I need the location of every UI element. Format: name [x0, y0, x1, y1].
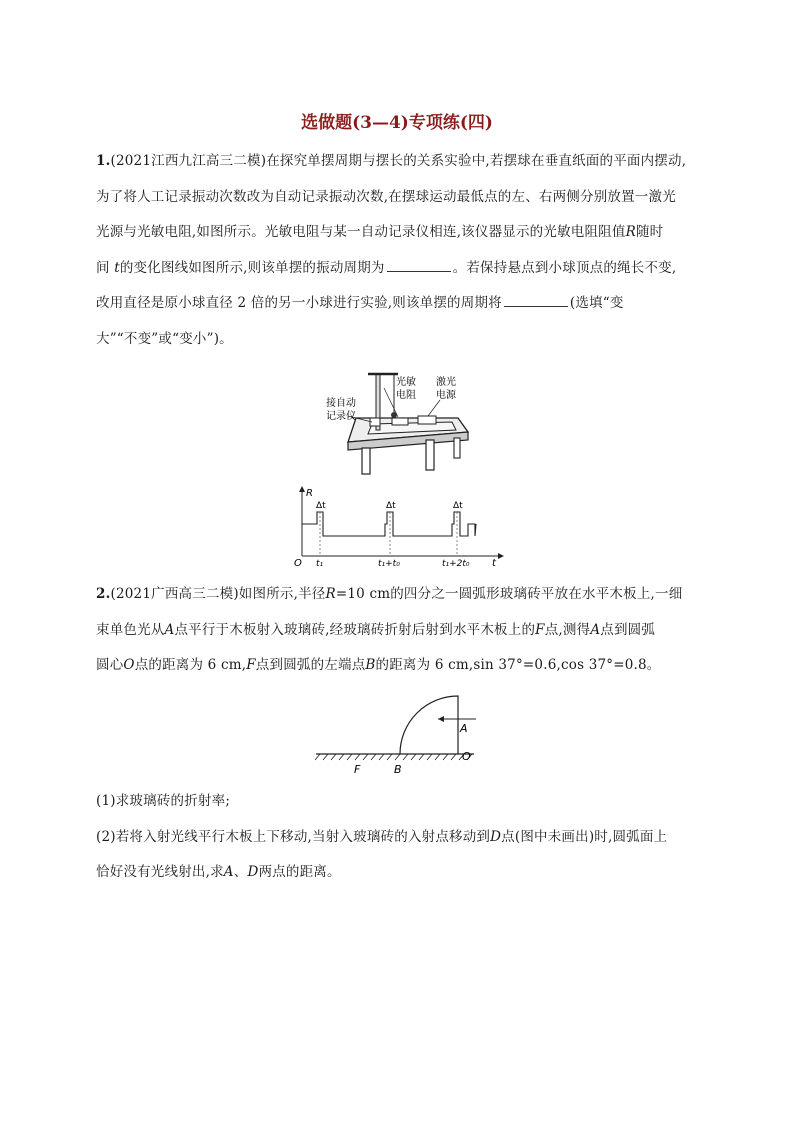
q1-line-6: 大”“不变”或“变小”)。 — [96, 330, 233, 347]
q1-line-4 — [96, 251, 696, 287]
q2-text: 如图所示,半径 — [238, 586, 326, 602]
graph-tick-1: t₁ — [316, 559, 324, 568]
q2-text: 恰好没有光线射出,求 — [96, 864, 224, 880]
q2-text: 点,测得 — [544, 621, 591, 638]
graph-tick-3: t₁+2t₀ — [442, 559, 470, 568]
point-A-label: A — [460, 722, 468, 735]
answer-blank-2[interactable] — [504, 294, 568, 307]
label-laser-line2: 电源 — [436, 390, 456, 401]
question-number: 1. — [96, 153, 111, 169]
q1-line-3 — [96, 215, 696, 251]
q2-text: 点平行于木板射入玻璃砖,经玻璃砖折射后射到水平木板上的 — [174, 621, 536, 638]
point-F-label: F — [354, 763, 361, 776]
var-A: A — [164, 621, 175, 638]
q1-text: 在探究单摆周期与摆长的关系实验中,若摆球在垂直纸面的平面内摆动, — [266, 153, 687, 169]
q2-line-3 — [96, 648, 696, 684]
graph-dt-1: Δt — [316, 501, 326, 511]
question-source: (2021广西高三二模) — [110, 586, 239, 602]
var-t: t — [114, 259, 120, 276]
label-recorder-line1: 接自动 — [326, 398, 356, 409]
q1-text: 改用直径是原小球直径 2 倍的另一小球进行实验,则该单摆的周期将 — [96, 295, 502, 311]
q2-text: =10 cm的四分之一圆弧形玻璃砖平放在水平木板上,一细 — [335, 586, 683, 602]
graph-y-label: R — [306, 488, 313, 499]
q2-sub-1: (1)求玻璃砖的折射率; — [96, 793, 231, 809]
var-D: D — [247, 864, 259, 880]
var-B: B — [365, 657, 376, 673]
label-recorder-line2: 记录仪 — [326, 411, 356, 422]
var-F: F — [246, 657, 256, 673]
q2-line-2 — [96, 613, 696, 649]
q2-sub-2-line-1 — [96, 820, 696, 856]
var-D: D — [490, 828, 502, 845]
q2-text: 点的距离为 6 cm, — [134, 657, 247, 673]
point-O-label: O — [462, 750, 471, 763]
graph-tick-2: t₁+t₀ — [378, 559, 400, 568]
var-O: O — [123, 657, 135, 673]
q1-line-1 — [96, 144, 696, 180]
q2-text: 点到圆弧的左端点 — [255, 657, 366, 673]
q1-line-5 — [96, 286, 696, 322]
q1-text: 间 — [96, 259, 110, 276]
var-A: A — [590, 621, 601, 638]
q1-line-2: 为了将人工记录振动次数改为自动记录振动次数,在摆球运动最低点的左、右两侧分别放置一激光 — [96, 188, 676, 205]
q2-text: 两点的距离。 — [258, 864, 341, 880]
var-F: F — [535, 621, 545, 638]
graph-x-label: t — [492, 558, 496, 568]
var-R: R — [325, 586, 336, 602]
point-B-label: B — [394, 763, 402, 776]
q2-text: (2)若将入射光线平行木板上下移动,当射入玻璃砖的入射点移动到 — [96, 828, 491, 845]
q2-text: 圆心 — [96, 657, 124, 673]
pendulum-apparatus-figure — [326, 360, 476, 478]
label-sensor-line1: 光敏 — [396, 377, 416, 388]
var-R: R — [625, 224, 636, 240]
q1-text: 的变化图线如图所示,则该单摆的振动周期为 — [119, 259, 385, 276]
q2-text: 点到圆弧 — [600, 621, 656, 638]
q1-text: (选填“变 — [569, 295, 624, 311]
question-1 — [96, 144, 696, 357]
graph-dt-2: Δt — [386, 501, 396, 511]
answer-blank-1[interactable] — [387, 259, 451, 272]
q1-text: 。若保持悬点到小球顶点的绳长不变, — [452, 259, 677, 276]
glass-brick-figure — [314, 686, 482, 776]
page-title: 选做题(3—4)专项练(四) — [301, 113, 493, 133]
question-source: (2021江西九江高三二模) — [110, 153, 267, 169]
question-2-parts — [96, 784, 696, 891]
q2-line-1 — [96, 577, 696, 613]
q2-text: 的距离为 6 cm,sin 37°=0.6,cos 37°=0.8。 — [375, 657, 661, 673]
var-A: A — [223, 864, 234, 880]
resistance-time-graph — [292, 486, 504, 568]
label-sensor-line2: 电阻 — [396, 390, 416, 401]
graph-origin: O — [294, 558, 302, 568]
question-number: 2. — [96, 586, 111, 602]
q2-text: 束单色光从 — [96, 621, 165, 638]
q1-text: 光源与光敏电阻,如图所示。光敏电阻与某一自动记录仪相连,该仪器显示的光敏电阻阻值 — [96, 224, 626, 240]
q2-sub-2-line-2 — [96, 855, 696, 891]
question-2 — [96, 577, 696, 684]
q1-text: 随时 — [635, 224, 664, 240]
q2-text: 点(图中未画出)时,圆弧面上 — [501, 828, 668, 845]
q2-text: 、 — [233, 864, 248, 880]
label-laser-line1: 激光 — [436, 377, 456, 388]
graph-dt-3: Δt — [453, 501, 463, 511]
